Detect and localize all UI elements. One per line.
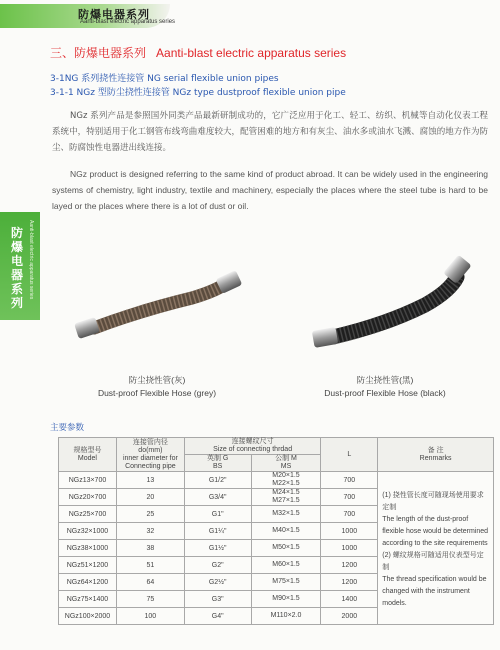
header-title-en: Aanti-blast electric apparatus series: [80, 19, 176, 25]
col-header-thread-cn: 连接螺纹尺寸: [231, 438, 274, 445]
cell-diameter: 32: [116, 523, 184, 540]
cell-ms-thread: M20×1.5 M22×1.5: [251, 472, 321, 489]
cell-ms-thread: M24×1.5 M27×1.5: [251, 489, 321, 506]
side-tab: [0, 212, 40, 320]
cell-diameter: 13: [116, 472, 184, 489]
cell-diameter: 64: [116, 574, 184, 591]
black-hose-caption-en: Dust-proof Flexible Hose (black): [324, 388, 446, 398]
col-header-length: L: [321, 438, 378, 472]
cell-diameter: 38: [116, 540, 184, 557]
cell-ms-thread: M40×1.5: [251, 523, 321, 540]
grey-hose-caption: [82, 374, 232, 400]
cell-bs-thread: G1¼": [184, 523, 251, 540]
cell-bs-thread: G1": [184, 506, 251, 523]
col-header-remarks-en: Renmarks: [419, 454, 452, 462]
section-title: [50, 44, 346, 61]
col-header-remarks-cn: 备 注: [427, 446, 444, 454]
grey-hose-caption-cn: 防尘挠性管(灰): [128, 375, 186, 385]
col-header-thread-en: Size of connecting thrdad: [213, 446, 293, 453]
intro-paragraph-cn: NGz 系列产品是参照国外同类产品最新研制成功的，它广泛应用于化工、轻工、纺织、机械等自动化仪表工程系统中，特别适用于化工钢管布线弯曲难度较大，配管困难的地方和有灰尘、油水多或油水飞溅、腐蚀的地方作为防尘、防腐蚀性电器进出线连接。: [52, 111, 488, 153]
cell-model: NGz20×700: [59, 489, 117, 506]
col-header-thread: [184, 438, 321, 455]
black-hose-caption-cn: 防尘挠性管(黑): [356, 375, 414, 385]
col-header-model-cn: 规格型号: [73, 446, 102, 454]
cell-length: 700: [321, 489, 378, 506]
col-header-ms-cn: 公制 M: [275, 455, 297, 462]
section-title-en: Aanti-blast electric apparatus series: [156, 46, 347, 60]
cell-ms-thread: M110×2.0: [251, 608, 321, 625]
cell-bs-thread: G1½": [184, 540, 251, 557]
cell-model: NGz32×1000: [59, 523, 117, 540]
cell-diameter: 25: [116, 506, 184, 523]
sub-subsection-heading: 3-1-1 NGz 型防尘挠性连接管 NGz type dustproof flexible union pipe: [50, 88, 346, 98]
cell-diameter: 20: [116, 489, 184, 506]
grey-hose-caption-en: Dust-proof Flexible Hose (grey): [97, 388, 217, 398]
cell-model: NGz38×1000: [59, 540, 117, 557]
cell-model: NGz51×1200: [59, 557, 117, 574]
cell-ms-thread: M60×1.5: [251, 557, 321, 574]
cell-length: 1200: [321, 574, 378, 591]
side-tab-title-en: Aanti-blast electric apparatus series: [28, 220, 34, 300]
col-header-bs-en: BS: [213, 463, 223, 470]
remarks-cell: (1) 挠性管长度可随现场使用要求定制 The length of the dust-proof flexible hose would be determined according to the site requirements (2) 螺纹规格可随适用仪表型号定制 The thread specification would be changed with the instrument models.: [378, 472, 494, 625]
cell-diameter: 75: [116, 591, 184, 608]
cell-model: NGz75×1400: [59, 591, 117, 608]
cell-ms-thread: M90×1.5: [251, 591, 321, 608]
cell-length: 2000: [321, 608, 378, 625]
cell-model: NGz64×1200: [59, 574, 117, 591]
cell-bs-thread: G4": [184, 608, 251, 625]
cell-ms-thread: M32×1.5: [251, 506, 321, 523]
spec-table-body: [59, 472, 494, 625]
grey-hose-image: [72, 260, 247, 350]
col-header-model-en: Model: [77, 454, 97, 462]
cell-diameter: 51: [116, 557, 184, 574]
side-tab-title-cn: 防爆电器系列: [11, 226, 24, 310]
main-params-heading: 主要参数: [50, 423, 85, 433]
col-header-ms: [251, 455, 321, 472]
cell-bs-thread: G3/4": [184, 489, 251, 506]
cell-model: NGz25×700: [59, 506, 117, 523]
cell-bs-thread: G2½": [184, 574, 251, 591]
col-header-ms-en: MS: [280, 463, 292, 470]
cell-bs-thread: G1/2": [184, 472, 251, 489]
col-header-bs: [184, 455, 251, 472]
cell-model: NGz13×700: [59, 472, 117, 489]
cell-length: 700: [321, 506, 378, 523]
cell-diameter: 100: [116, 608, 184, 625]
intro-paragraph-en: NGz product is designed referring to the same kind of product abroad. It can be widely used in the engineering systems of chemistry, light industry, textile and machinery, especially the places where the steel tube is hard to be layed or the places where there is a lot of dust or oil.: [52, 169, 488, 211]
cell-bs-thread: G3": [184, 591, 251, 608]
col-header-diameter-cn: 连接管内径: [132, 438, 168, 446]
cell-model: NGz100×2000: [59, 608, 117, 625]
cell-length: 1000: [321, 540, 378, 557]
black-hose-caption: [300, 374, 470, 400]
col-header-diameter-unit: do(mm): [138, 446, 163, 454]
col-header-diameter: [116, 438, 184, 472]
header-title-cn: 防爆电器系列: [78, 8, 150, 21]
col-header-remarks: [378, 438, 494, 472]
col-header-bs-cn: 英制 G: [206, 455, 229, 462]
spec-table: [58, 437, 494, 625]
cell-length: 1200: [321, 557, 378, 574]
header-banner: [0, 0, 500, 32]
col-header-diameter-en: inner diameter for Connecting pipe: [122, 454, 178, 470]
subsection-heading: 3-1NG 系列挠性连接管 NG serial flexible union pipes: [50, 74, 279, 84]
cell-length: 1000: [321, 523, 378, 540]
cell-length: 1400: [321, 591, 378, 608]
black-hose-image: [305, 255, 485, 355]
col-header-model: [59, 438, 117, 472]
cell-bs-thread: G2": [184, 557, 251, 574]
cell-ms-thread: M75×1.5: [251, 574, 321, 591]
table-row: [59, 472, 494, 489]
cell-length: 700: [321, 472, 378, 489]
section-title-cn: 三、防爆电器系列: [50, 46, 147, 60]
cell-ms-thread: M50×1.5: [251, 540, 321, 557]
